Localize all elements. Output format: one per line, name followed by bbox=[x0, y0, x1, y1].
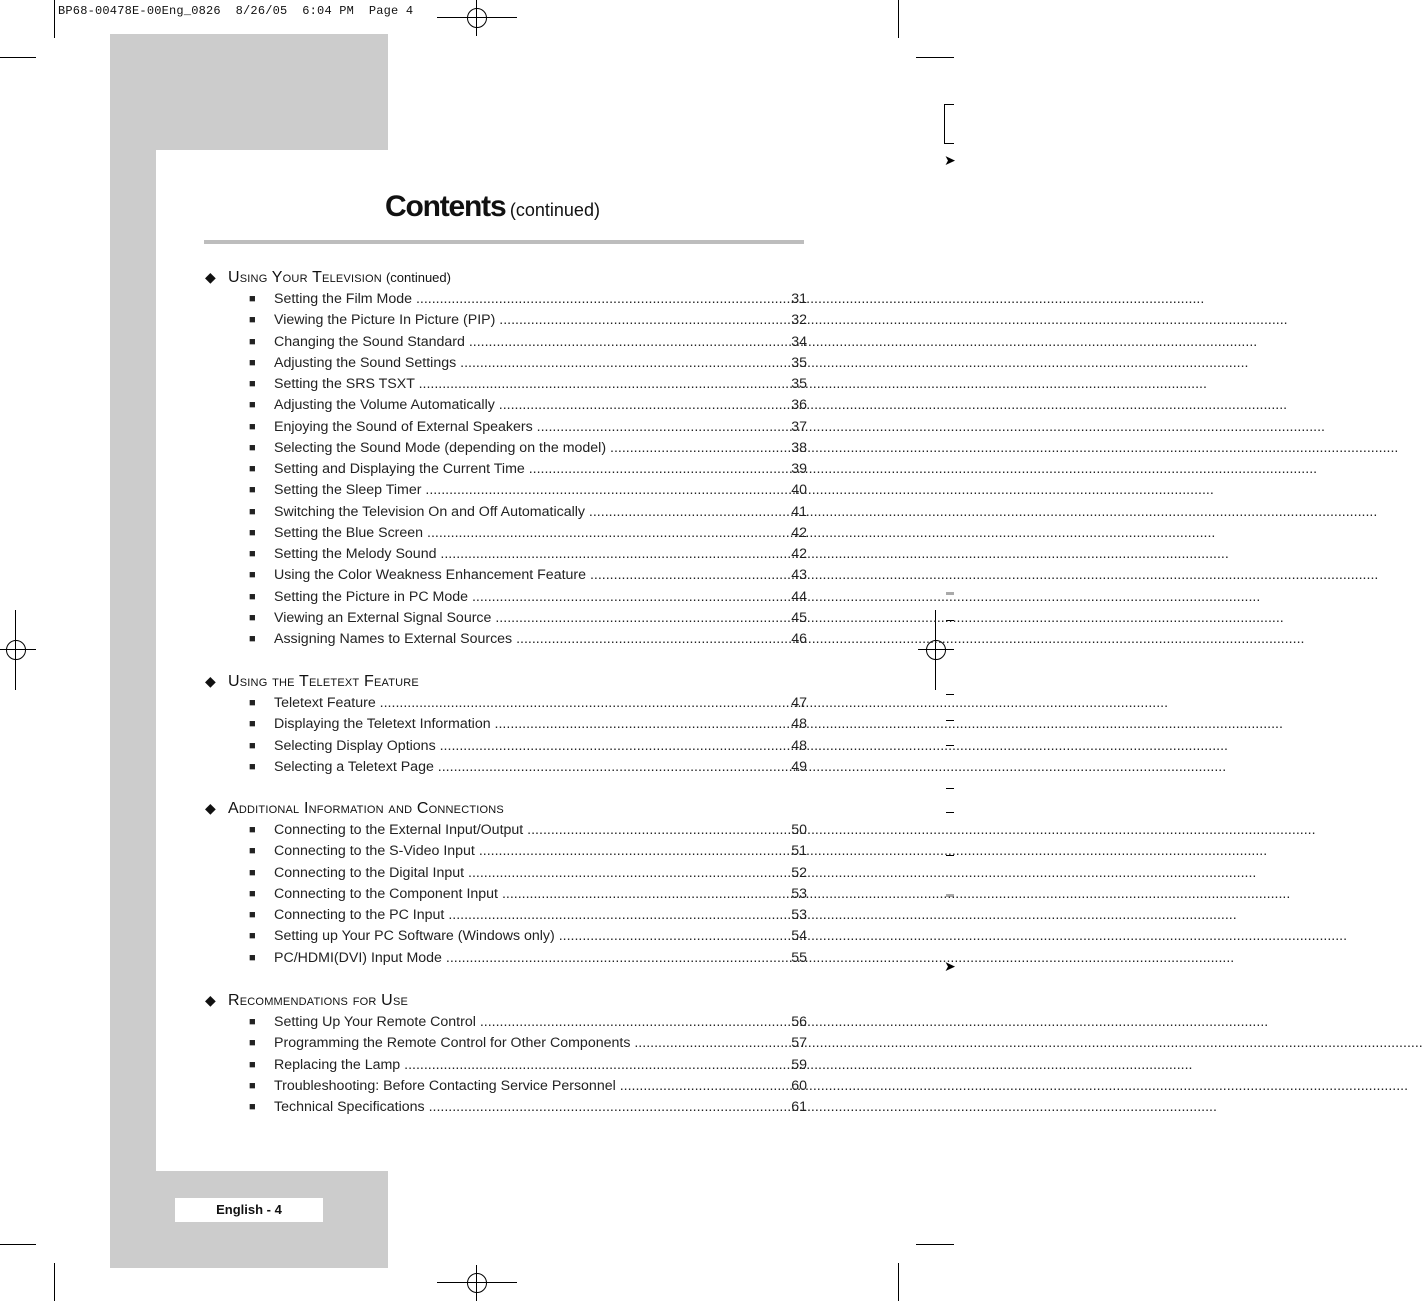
toc-entry[interactable] bbox=[249, 504, 809, 525]
square-bullet-icon: ■ bbox=[249, 378, 256, 390]
toc-entry-label: Teletext Feature ..... bbox=[274, 695, 760, 711]
section-heading bbox=[205, 673, 423, 693]
title-rule bbox=[204, 240, 804, 244]
toc-entry[interactable] bbox=[249, 546, 809, 567]
square-bullet-icon: ■ bbox=[249, 1037, 256, 1050]
section-title: Using Your Television bbox=[228, 269, 382, 286]
square-bullet-icon: ■ bbox=[249, 739, 256, 752]
toc-entry-label: Selecting Display Options ..... bbox=[274, 738, 760, 754]
toc-entry-page: 42 bbox=[791, 524, 807, 541]
toc-entry-page: 61 bbox=[791, 1099, 807, 1115]
toc-entry[interactable] bbox=[249, 822, 809, 843]
arrow-icon: ➤ bbox=[944, 958, 956, 974]
toc-entry[interactable] bbox=[249, 1078, 809, 1099]
toc-entry-page: 57 bbox=[791, 1035, 807, 1052]
square-bullet-icon: ■ bbox=[249, 441, 256, 454]
square-bullet-icon: ■ bbox=[249, 1016, 256, 1028]
toc-entry[interactable] bbox=[249, 928, 809, 949]
toc-entry[interactable] bbox=[249, 716, 809, 737]
title-sub: (continued) bbox=[509, 200, 600, 220]
toc-entry[interactable] bbox=[249, 865, 809, 886]
crop-mark-icon bbox=[916, 1244, 954, 1245]
toc-entry-page: 50 bbox=[791, 822, 807, 838]
section-heading bbox=[205, 992, 412, 1012]
square-bullet-icon: ■ bbox=[249, 887, 256, 900]
toc-entry-page: 37 bbox=[791, 418, 807, 435]
edge-mark-icon bbox=[944, 143, 954, 144]
toc-entry-page: 51 bbox=[791, 843, 807, 860]
square-bullet-icon: ■ bbox=[249, 356, 256, 369]
toc-entry-label: Setting Up Your Remote Control ..... bbox=[274, 1014, 760, 1030]
toc-entry-page: 53 bbox=[791, 885, 807, 902]
toc-entry-page: 32 bbox=[791, 312, 807, 329]
diamond-icon: ◆ bbox=[205, 992, 216, 1008]
square-bullet-icon: ■ bbox=[249, 1079, 256, 1092]
square-bullet-icon: ■ bbox=[249, 335, 256, 348]
toc-entry-label: Selecting the Sound Mode (depending on the model) ..... bbox=[274, 440, 760, 456]
square-bullet-icon: ■ bbox=[249, 1101, 256, 1113]
section-subtitle: (continued) bbox=[385, 270, 451, 285]
registration-mark-icon bbox=[437, 0, 517, 36]
square-bullet-icon: ■ bbox=[249, 611, 256, 624]
toc-entry[interactable] bbox=[249, 355, 809, 376]
toc-entry-label: Using the Color Weakness Enhancement Feature ..... bbox=[274, 567, 760, 583]
toc-entry[interactable] bbox=[249, 334, 809, 355]
toc-entry-page: 48 bbox=[791, 716, 807, 733]
toc-entry[interactable] bbox=[249, 376, 809, 397]
crop-mark-icon bbox=[898, 1263, 899, 1301]
square-bullet-icon: ■ bbox=[249, 718, 256, 731]
toc-entry-label: Setting the Picture in PC Mode ..... bbox=[274, 589, 760, 605]
square-bullet-icon: ■ bbox=[249, 505, 256, 518]
toc-entry-label: Connecting to the External Input/Output ..... bbox=[274, 822, 760, 838]
square-bullet-icon: ■ bbox=[249, 420, 256, 433]
toc-entry-label: Setting the Film Mode ..... bbox=[274, 291, 760, 307]
toc-entry[interactable] bbox=[249, 610, 809, 631]
toc-entry-page: 36 bbox=[791, 397, 807, 414]
crop-mark-icon bbox=[54, 1263, 55, 1301]
toc-entry-page: 31 bbox=[791, 291, 807, 307]
square-bullet-icon: ■ bbox=[249, 951, 256, 964]
toc-entry-label: Setting the Melody Sound ..... bbox=[274, 546, 760, 562]
toc-entry-label: Setting the SRS TSXT ..... bbox=[274, 376, 760, 392]
toc-entry-label: Viewing an External Signal Source ..... bbox=[274, 610, 760, 626]
toc-entry-page: 46 bbox=[791, 631, 807, 647]
toc-entry[interactable] bbox=[249, 461, 809, 482]
toc-entry-label: Adjusting the Volume Automatically ..... bbox=[274, 397, 760, 413]
registration-mark-icon bbox=[0, 610, 36, 690]
toc-entry[interactable] bbox=[249, 759, 809, 780]
square-bullet-icon: ■ bbox=[249, 909, 256, 921]
square-bullet-icon: ■ bbox=[249, 463, 256, 475]
toc-entry-page: 47 bbox=[791, 695, 807, 711]
toc-entry[interactable] bbox=[249, 419, 809, 440]
toc-entry-page: 39 bbox=[791, 461, 807, 477]
toc-entry-page: 56 bbox=[791, 1014, 807, 1030]
toc-entry-page: 54 bbox=[791, 928, 807, 945]
toc-entry-label: Assigning Names to External Sources ..... bbox=[274, 631, 760, 647]
crop-mark-icon bbox=[916, 57, 954, 58]
diamond-icon: ◆ bbox=[205, 800, 216, 816]
toc-entry-label: Enjoying the Sound of External Speakers ..... bbox=[274, 419, 760, 435]
diamond-icon: ◆ bbox=[205, 673, 216, 689]
toc-entry-label: Connecting to the Component Input ..... bbox=[274, 886, 760, 902]
toc-entry[interactable] bbox=[249, 291, 809, 312]
crop-mark-icon bbox=[898, 0, 899, 38]
toc-entry-page: 45 bbox=[791, 609, 807, 626]
edge-mark-icon bbox=[944, 104, 945, 144]
square-bullet-icon: ■ bbox=[249, 399, 256, 412]
square-bullet-icon: ■ bbox=[249, 526, 256, 539]
toc-entry[interactable] bbox=[249, 397, 809, 418]
toc-entry-label: Setting up Your PC Software (Windows only) ..... bbox=[274, 928, 760, 944]
toc-entry[interactable] bbox=[249, 1035, 809, 1056]
arrow-icon: ➤ bbox=[944, 152, 956, 168]
title-main: Contents bbox=[385, 190, 506, 223]
toc-entry-label: Changing the Sound Standard ..... bbox=[274, 334, 760, 350]
toc-entry-page: 34 bbox=[791, 333, 807, 350]
toc-entry-page: 43 bbox=[791, 567, 807, 584]
crop-mark-icon bbox=[54, 0, 55, 38]
toc-entry-page: 49 bbox=[791, 758, 807, 775]
section-heading bbox=[205, 800, 508, 820]
toc-entry[interactable] bbox=[249, 312, 809, 333]
toc-entry-label: Setting the Blue Screen ..... bbox=[274, 525, 760, 541]
toc-entry-page: 59 bbox=[791, 1056, 807, 1073]
square-bullet-icon: ■ bbox=[249, 548, 256, 560]
square-bullet-icon: ■ bbox=[249, 314, 256, 327]
toc-entry[interactable] bbox=[249, 482, 809, 503]
page-number-label: English - 4 bbox=[175, 1198, 323, 1222]
section-title: Recommendations for Use bbox=[228, 992, 409, 1009]
registration-mark-icon bbox=[437, 1265, 517, 1301]
toc-entry[interactable] bbox=[249, 695, 809, 716]
toc-entry[interactable] bbox=[249, 843, 809, 864]
toc-entry-page: 35 bbox=[791, 354, 807, 371]
toc-entry-page: 42 bbox=[791, 546, 807, 562]
toc-entry[interactable] bbox=[249, 907, 809, 928]
toc-entry[interactable] bbox=[249, 1099, 809, 1120]
toc-entry-page: 55 bbox=[791, 949, 807, 966]
edge-mark-icon bbox=[946, 812, 954, 813]
toc-entry-page: 48 bbox=[791, 737, 807, 754]
square-bullet-icon: ■ bbox=[249, 293, 256, 305]
section-title: Using the Teletext Feature bbox=[228, 673, 419, 690]
toc-entry-label: Setting the Sleep Timer ..... bbox=[274, 482, 760, 498]
crop-mark-icon bbox=[0, 57, 36, 58]
toc-entry-label: Replacing the Lamp ..... bbox=[274, 1057, 760, 1073]
toc-entry-label: Viewing the Picture In Picture (PIP) ..... bbox=[274, 312, 760, 328]
toc-entry-label: Technical Specifications ..... bbox=[274, 1099, 760, 1115]
section-title: Additional Information and Connections bbox=[228, 800, 504, 817]
square-bullet-icon: ■ bbox=[249, 760, 256, 773]
toc-entry-label: Connecting to the Digital Input ..... bbox=[274, 865, 760, 881]
page-shade-top bbox=[110, 34, 388, 150]
toc-entry[interactable] bbox=[249, 950, 809, 971]
toc-entry-label: Programming the Remote Control for Other Components ..... bbox=[274, 1035, 760, 1051]
square-bullet-icon: ■ bbox=[249, 484, 256, 497]
edge-mark-icon bbox=[946, 788, 954, 789]
toc-entry-label: Connecting to the PC Input ..... bbox=[274, 907, 760, 923]
square-bullet-icon: ■ bbox=[249, 590, 256, 603]
toc-entry-page: 60 bbox=[791, 1077, 807, 1094]
square-bullet-icon: ■ bbox=[249, 697, 256, 709]
toc-entry[interactable] bbox=[249, 440, 809, 461]
toc-entry[interactable] bbox=[249, 589, 809, 610]
edge-mark-icon bbox=[944, 104, 954, 105]
print-slug: BP68-00478E-00Eng_0826 8/26/05 6:04 PM Page 4 bbox=[58, 4, 414, 18]
toc-entry-label: Displaying the Teletext Information ..... bbox=[274, 716, 760, 732]
toc-entry-page: 53 bbox=[791, 907, 807, 923]
square-bullet-icon: ■ bbox=[249, 930, 256, 943]
toc-entry-label: Selecting a Teletext Page ..... bbox=[274, 759, 760, 775]
square-bullet-icon: ■ bbox=[249, 633, 256, 645]
square-bullet-icon: ■ bbox=[249, 845, 256, 858]
section-heading bbox=[205, 269, 451, 289]
toc-entry-page: 44 bbox=[791, 588, 807, 605]
diamond-icon: ◆ bbox=[205, 269, 216, 285]
toc-entry[interactable] bbox=[249, 525, 809, 546]
page-shade-left bbox=[110, 150, 156, 1268]
toc-entry-label: Setting and Displaying the Current Time ..... bbox=[274, 461, 760, 477]
square-bullet-icon: ■ bbox=[249, 569, 256, 582]
toc-entry-page: 38 bbox=[791, 439, 807, 456]
toc-entry-label: PC/HDMI(DVI) Input Mode ..... bbox=[274, 950, 760, 966]
toc-entry-page: 35 bbox=[791, 376, 807, 392]
toc-entry[interactable] bbox=[249, 631, 809, 652]
toc-entry[interactable] bbox=[249, 738, 809, 759]
crop-mark-icon bbox=[0, 1244, 36, 1245]
toc-entry-page: 40 bbox=[791, 482, 807, 499]
toc-entry-page: 41 bbox=[791, 503, 807, 520]
square-bullet-icon: ■ bbox=[249, 1058, 256, 1071]
toc-entry-page: 52 bbox=[791, 864, 807, 881]
page-title bbox=[0, 190, 985, 224]
toc-entry[interactable] bbox=[249, 886, 809, 907]
toc-entry[interactable] bbox=[249, 567, 809, 588]
toc-entry[interactable] bbox=[249, 1057, 809, 1078]
square-bullet-icon: ■ bbox=[249, 824, 256, 836]
toc-entry-label: Troubleshooting: Before Contacting Service Personnel ..... bbox=[274, 1078, 760, 1094]
toc-entry[interactable] bbox=[249, 1014, 809, 1035]
square-bullet-icon: ■ bbox=[249, 866, 256, 879]
toc-entry-label: Switching the Television On and Off Automatically ..... bbox=[274, 504, 760, 520]
toc-entry-label: Adjusting the Sound Settings ..... bbox=[274, 355, 760, 371]
toc-entry-label: Connecting to the S-Video Input ..... bbox=[274, 843, 760, 859]
